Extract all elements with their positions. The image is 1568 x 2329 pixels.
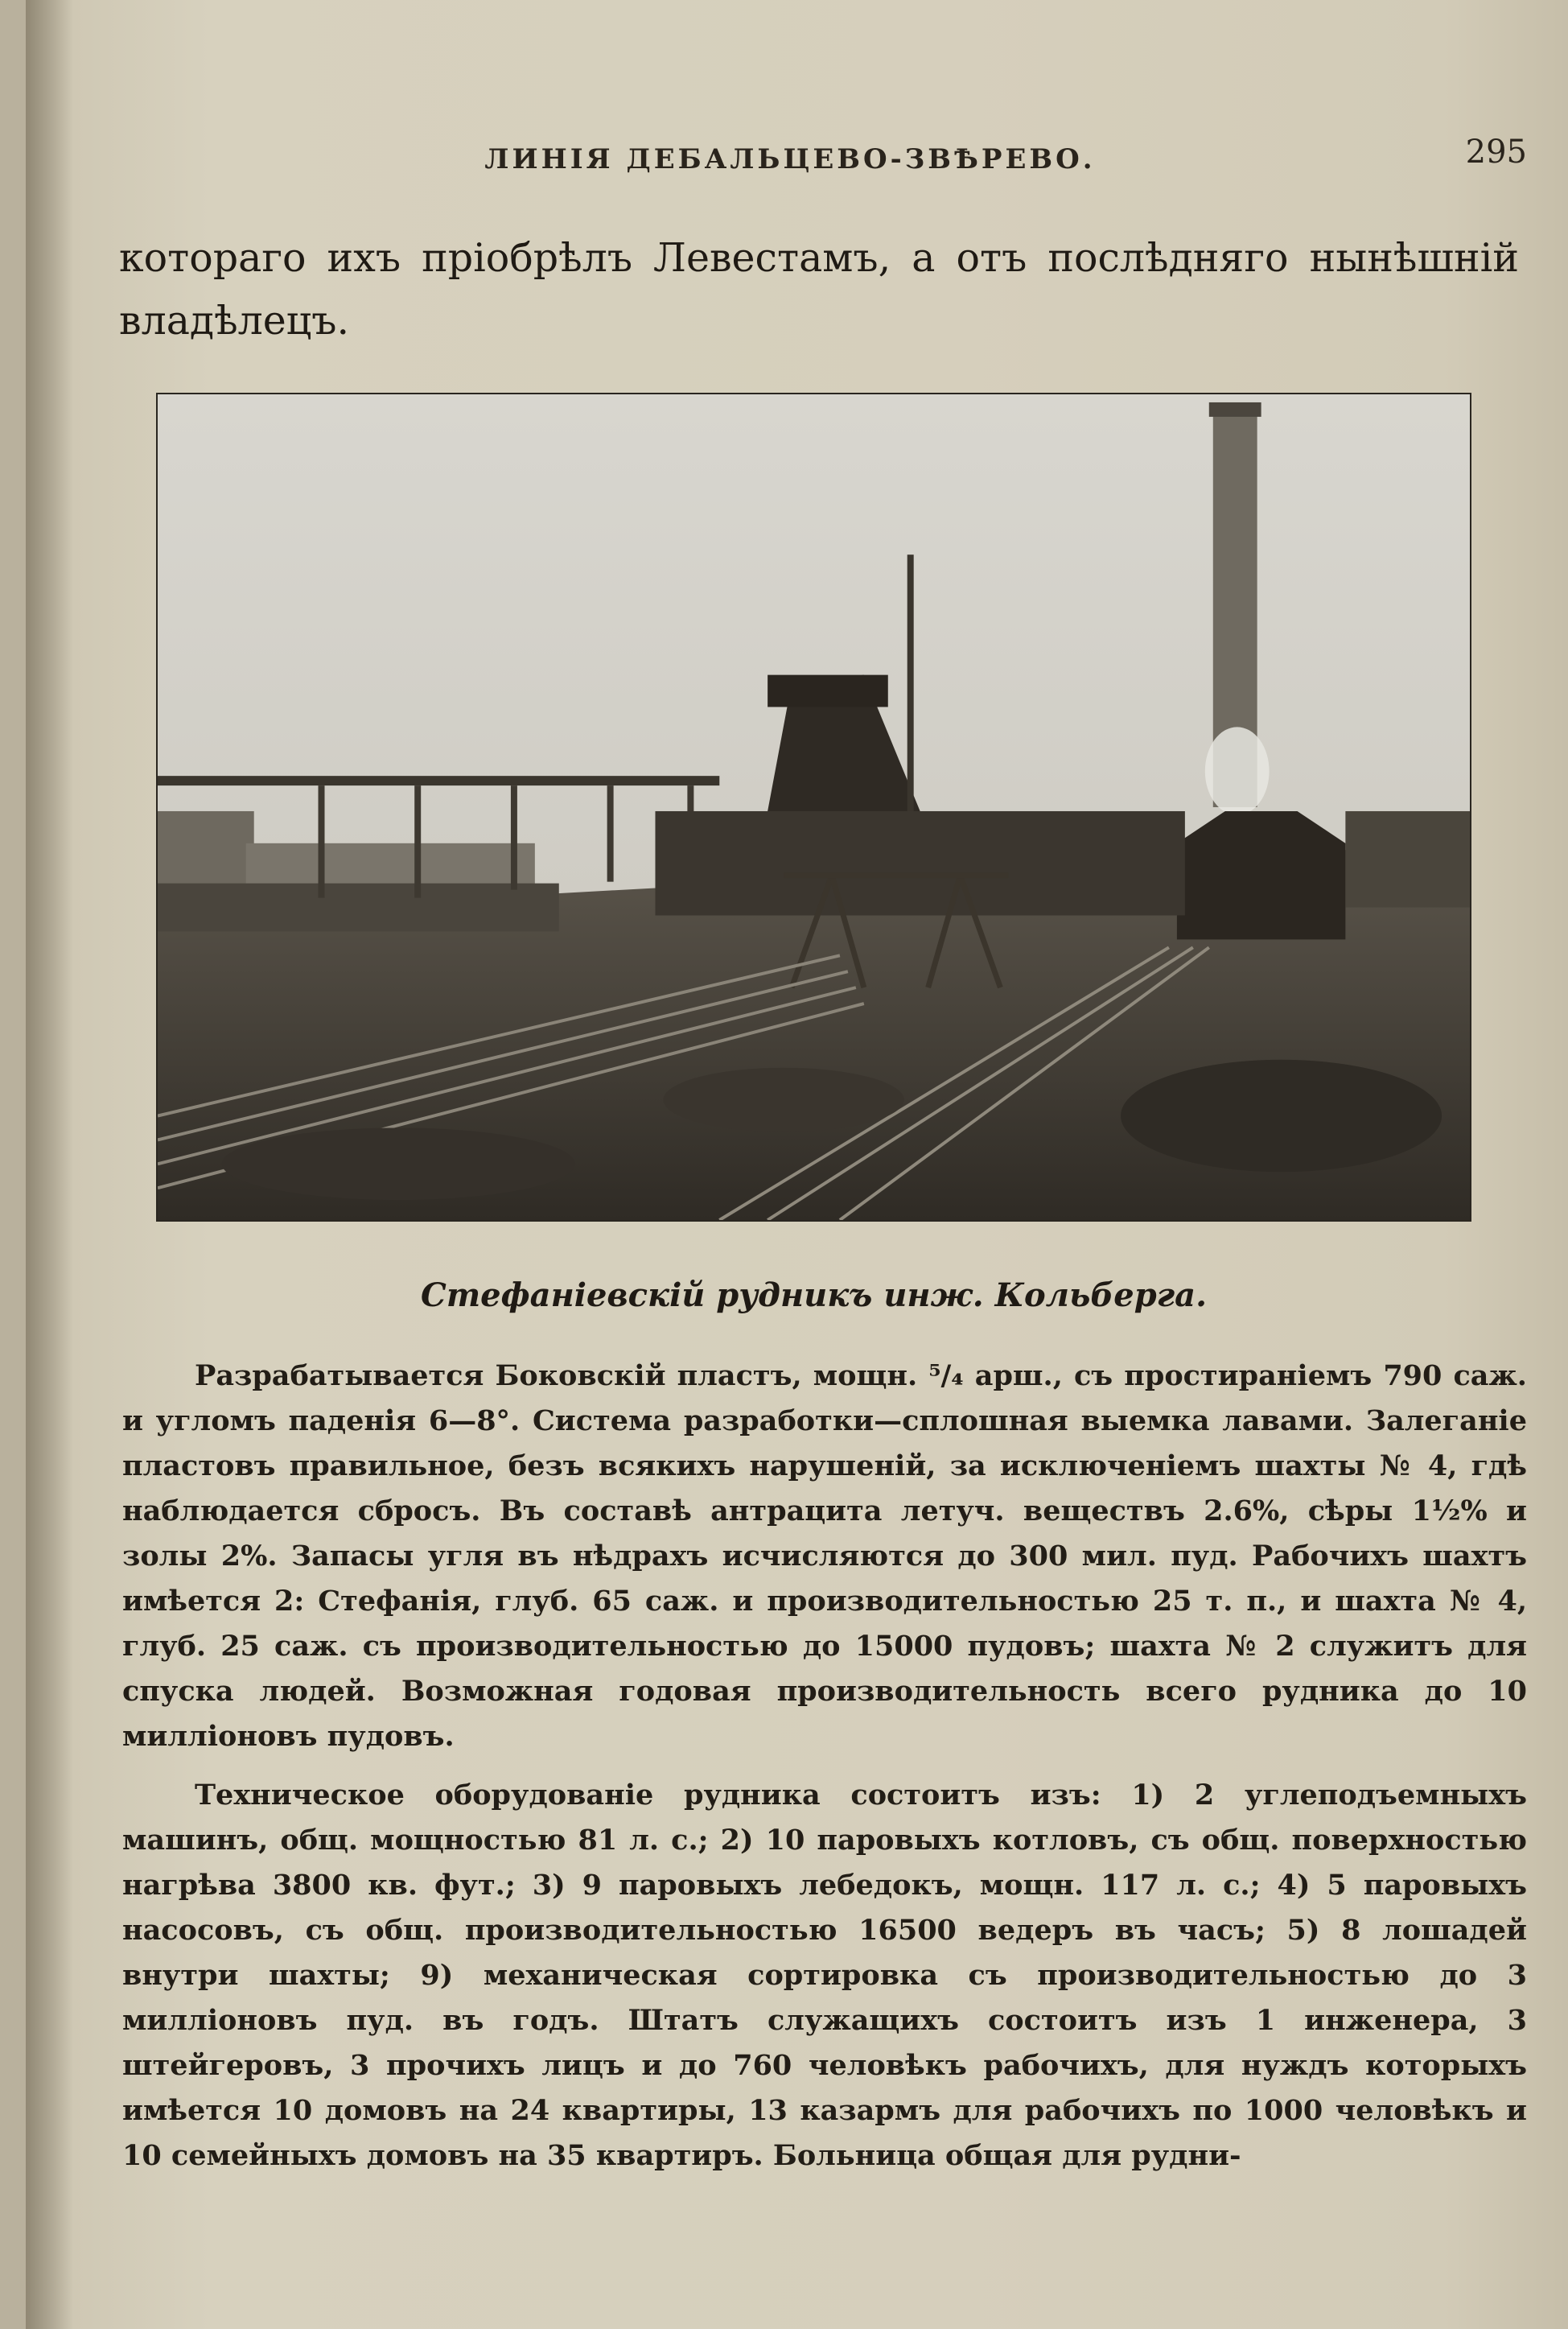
page-gutter-shadow — [26, 0, 74, 2329]
body-paragraph-2-text: Техническое оборудованіе рудника состоитъ изъ: 1) 2 углеподъемныхъ машинъ, общ. мощностью 81 л. с.; 2) 10 паровыхъ котловъ, съ общ. поверхностью нагрѣва 3800 кв. фут.; 3) 9 паровыхъ лебедокъ, мощн. 117 л. с.; 4) 5 паровыхъ насосовъ, съ общ. производительностью 16500 ведеръ въ часъ; 5) 8 лошадей внутри шахты; 9) механическая сортировка съ производительностью до 3 милліоновъ пуд. въ годъ. Штатъ служащихъ состоитъ изъ 1 инженера, 3 штейгеровъ, 3 прочихъ лицъ и до 760 человѣкъ рабочихъ, для нуждъ которыхъ имѣется 10 домовъ на 24 квартиры, 13 казармъ для рабочихъ по 1000 человѣкъ и 10 семейныхъ домовъ на 35 квартиръ. Больница общая для рудни- — [122, 1779, 1527, 2172]
book-page — [26, 0, 1568, 2329]
mine-photograph-image — [158, 394, 1470, 1220]
body-paragraph-2 — [122, 1773, 1527, 2179]
lead-paragraph: котораго ихъ пріобрѣлъ Левестамъ, а отъ послѣдняго нынѣшній владѣлецъ. — [119, 235, 1519, 344]
figure-caption: Стефаніевскій рудникъ инж. Кольберга. — [420, 1276, 1208, 1314]
body-paragraph-1 — [122, 1354, 1527, 1759]
body-paragraph-1-text: Разрабатывается Боковскій пластъ, мощн. ⁵/₄ арш., съ простираніемъ 790 саж. и угломъ паденія 6—8°. Система разработки—сплошная выемка лавами. Залеганіе пластовъ правильное, безъ всякихъ нарушеній, за исключеніемъ шахты № 4, гдѣ наблюдается сбросъ. Въ составѣ антрацита летуч. веществъ 2.6%, сѣры 1½% и золы 2%. Запасы угля въ нѣдрахъ исчисляются до 300 мил. пуд. Рабочихъ шахтъ имѣется 2: Стефанія, глуб. 65 саж. и производительностью 25 т. п., и шахта № 4, глуб. 25 саж. съ производительностью до 15000 пудовъ; шахта № 2 служитъ для спуска людей. Возможная годовая производительность всего рудника до 10 милліоновъ пудовъ. — [122, 1359, 1527, 1753]
page-number: 295 — [1465, 134, 1527, 171]
running-head: ЛИНІЯ ДЕБАЛЬЦЕВО-ЗВѢРЕВО. — [484, 143, 1096, 175]
mine-photograph — [156, 393, 1471, 1222]
